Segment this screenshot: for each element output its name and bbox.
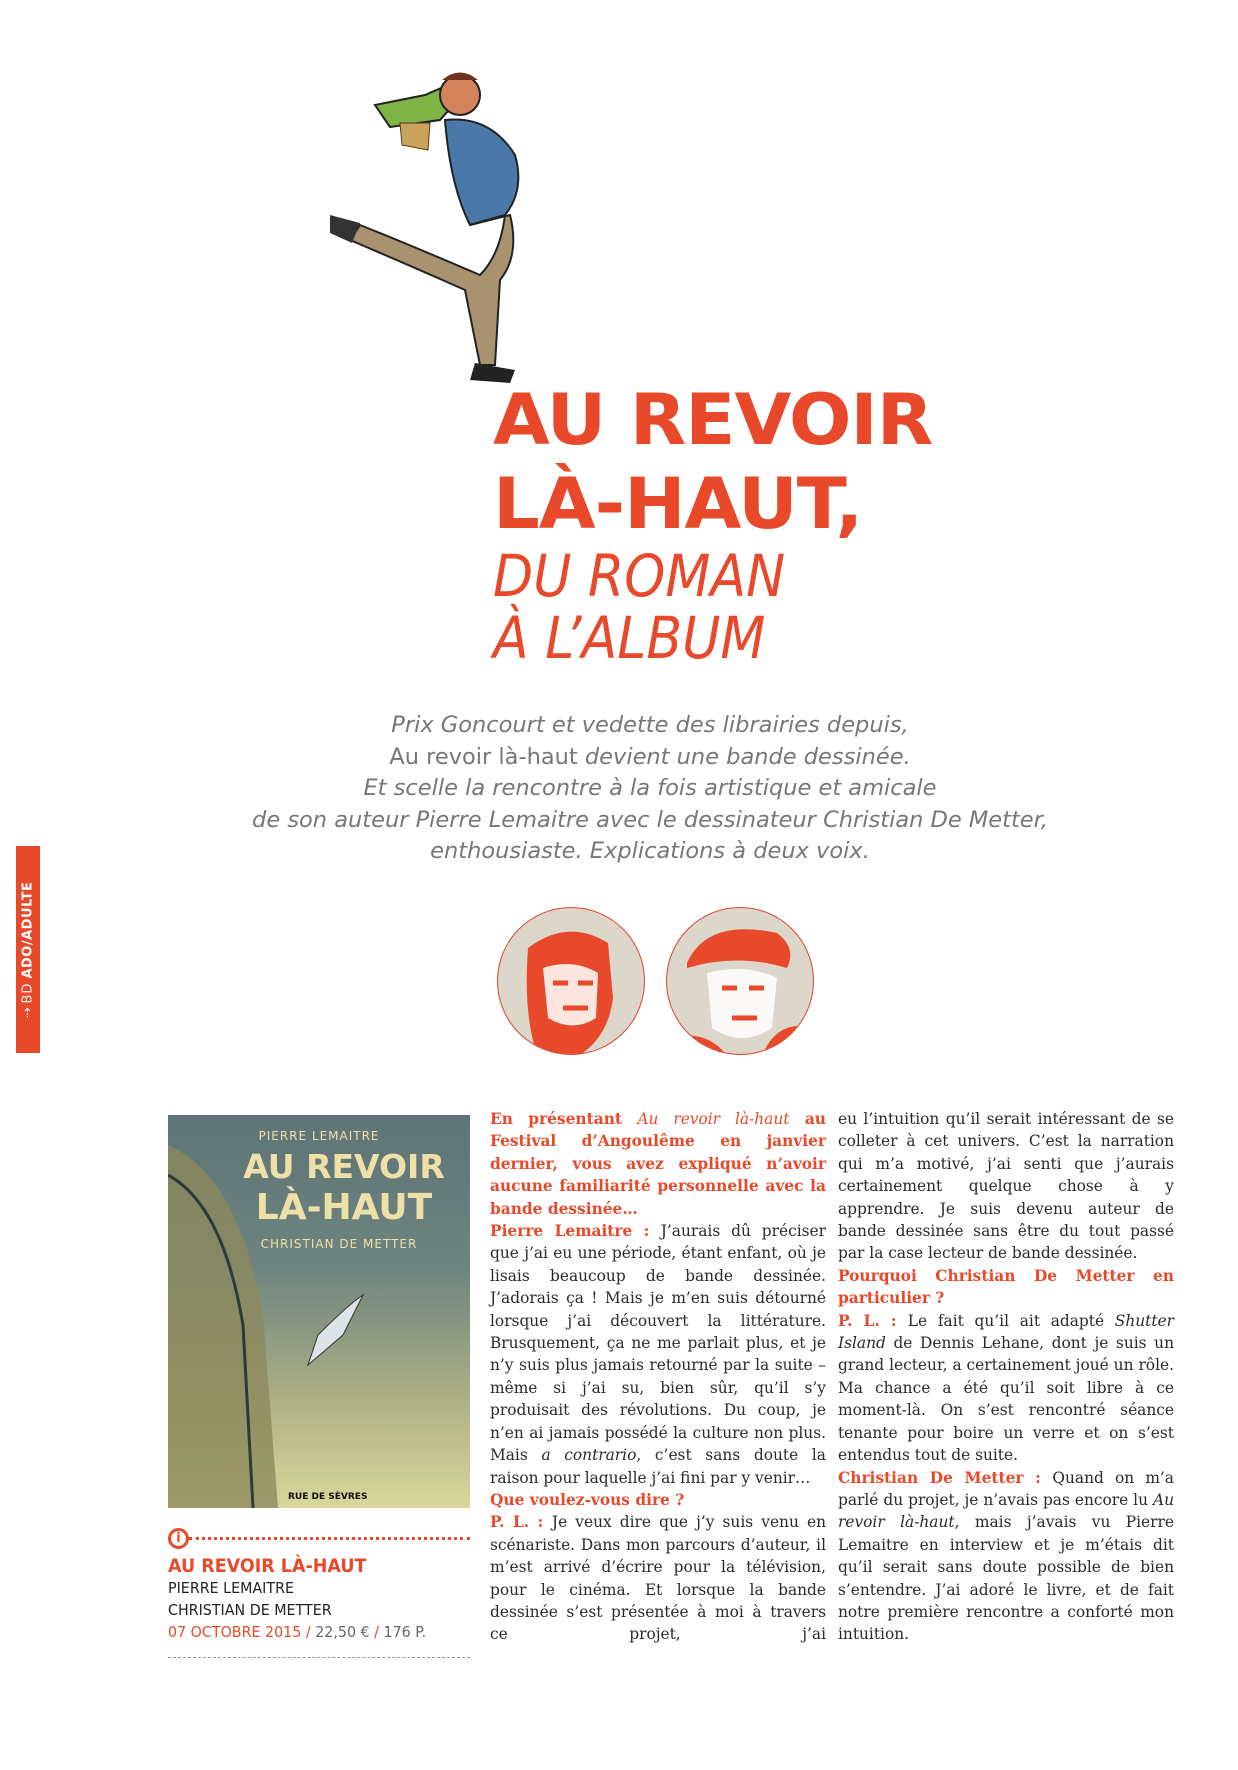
speaker-label: Pierre Lemaitre : bbox=[490, 1222, 661, 1241]
info-icon: i bbox=[168, 1528, 189, 1549]
answer-text: Je veux dire que j’y suis venu en scénariste. Dans mon parcours d’auteur, il m’est arrivé d’écrire pour la télévision, pour le cinéma. Et lorsque la bande dessinée s’est présentée à moi à travers ce projet, j’ai bbox=[490, 1513, 826, 1644]
article-paragraph bbox=[490, 1489, 826, 1511]
info-release-date: 07 OCTOBRE 2015 bbox=[168, 1623, 302, 1641]
answer-text: , mais j’avais vu Pierre Lemaitre en interview et je m’étais dit qu’il serait sans doute possible de bien s’entendre. J’ai adoré le livre, et de fait notre première rencontre a conforté mon intuition. bbox=[838, 1513, 1174, 1644]
intro-line: de son auteur Pierre Lemaitre avec le dessinateur Christian De Metter, bbox=[252, 806, 1048, 833]
article-paragraph bbox=[838, 1108, 1174, 1265]
info-artist: CHRISTIAN DE METTER bbox=[168, 1601, 332, 1619]
answer-text: Au revoir là-haut bbox=[838, 1490, 1174, 1532]
portrait-christian-de-metter bbox=[666, 907, 814, 1055]
interview-question: au Festival d’Angoulême en janvier dernier, vous avez expliqué n’avoir aucune familiarité personnelle avec la bande dessinée… bbox=[490, 1110, 826, 1218]
cover-building-illustration bbox=[168, 1115, 470, 1508]
subheadline-line-1: DU ROMAN bbox=[493, 542, 786, 610]
headline-line-1: AU REVOIR bbox=[493, 379, 933, 461]
cover-author: PIERRE LEMAITRE bbox=[258, 1129, 380, 1143]
answer-text: Quand on m’a parlé du projet, je n’avais pas encore lu bbox=[838, 1468, 1174, 1509]
interview-question: Pourquoi Christian De Metter en particulier ? bbox=[838, 1266, 1174, 1308]
article-paragraph bbox=[490, 1108, 826, 1220]
intro-standfirst bbox=[150, 710, 1150, 868]
book-cover bbox=[168, 1115, 470, 1508]
info-separator: / bbox=[369, 1623, 384, 1641]
cover-title-2: LÀ-HAUT bbox=[255, 1187, 433, 1228]
intro-line: Et scelle la rencontre à la fois artistique et amicale bbox=[363, 775, 937, 801]
masked-dancer-illustration bbox=[330, 65, 640, 395]
article-column-1 bbox=[490, 1108, 826, 1646]
intro-line: enthousiaste. Explications à deux voix. bbox=[430, 838, 870, 864]
interview-question: Au revoir là-haut bbox=[637, 1110, 790, 1128]
section-prefix: BD bbox=[20, 982, 36, 1003]
intro-book-title: Au revoir là-haut bbox=[389, 743, 578, 770]
info-pages: 176 P. bbox=[383, 1623, 427, 1641]
info-divider bbox=[168, 1528, 470, 1549]
speaker-label: Christian De Metter : bbox=[838, 1468, 1053, 1487]
answer-text: de Dennis Lehane, dont je suis un grand lecteur, a certainement joué un rôle. Ma chance a été qu’il soit libre à ce moment-là. On s’est rencontré séance tenante pour boire un verre et on s’est entendus tout de suite. bbox=[838, 1334, 1174, 1465]
answer-text: , c’est sans doute la raison pour laquelle j’ai fini par y venir… bbox=[490, 1446, 826, 1487]
article-paragraph bbox=[838, 1467, 1174, 1646]
article-paragraph bbox=[838, 1265, 1174, 1310]
answer-text: Le fait qu’il ait adapté bbox=[907, 1311, 1115, 1330]
info-separator: / bbox=[301, 1623, 316, 1641]
speaker-label: P. L. : bbox=[838, 1311, 908, 1330]
info-author: PIERRE LEMAITRE bbox=[168, 1579, 295, 1597]
intro-line: Prix Goncourt et vedette des librairies depuis, bbox=[391, 712, 909, 738]
cover-title-1: AU REVOIR bbox=[243, 1147, 445, 1186]
article-paragraph bbox=[490, 1511, 826, 1645]
answer-text: a contrario bbox=[541, 1446, 637, 1465]
article-paragraph bbox=[490, 1220, 826, 1489]
info-price: 22,50 € bbox=[315, 1623, 370, 1641]
answer-text: J’aurais dû préciser que j’ai eu une période, étant enfant, où je lisais beaucoup de bande dessinée. J’adorais ça ! Mais je m’en suis détourné lorsque j’ai découvert la littérature. Brusquement, ça ne me parlait plus, et je n’y suis plus jamais retourné par la suite – même si j’ai su, bien sûr, qu’il s’y produisait des révolutions. Du coup, je n’en ai jamais possédé la culture non plus. Mais bbox=[490, 1222, 826, 1465]
section-tab bbox=[16, 846, 40, 1053]
interview-question: En présentant bbox=[490, 1110, 638, 1128]
info-meta bbox=[168, 1621, 446, 1643]
portrait-pierre-lemaitre bbox=[497, 907, 645, 1055]
interview-question: Que voulez-vous dire ? bbox=[490, 1490, 685, 1509]
headline-line-2: LÀ-HAUT, bbox=[493, 463, 863, 545]
article-paragraph bbox=[838, 1310, 1174, 1467]
book-info-box bbox=[168, 1528, 470, 1658]
cover-artist: CHRISTIAN DE METTER bbox=[260, 1237, 418, 1251]
speaker-label: P. L. : bbox=[490, 1513, 552, 1532]
answer-text: eu l’intuition qu’il serait intéressant de se colleter à cet univers. C’est la narration qui m’a motivé, j’ai senti que j’aurais certainement quelque chose à y apprendre. Je suis devenu auteur de bande dessinée sans être du tout passé par la case lecteur de bande dessinée. bbox=[838, 1110, 1174, 1263]
subheadline-line-2: À L’ALBUM bbox=[493, 604, 766, 672]
section-label: ADO/ADULTE bbox=[20, 881, 36, 979]
intro-text: devient une bande dessinée. bbox=[577, 743, 911, 770]
answer-text: Shutter Island bbox=[838, 1311, 1174, 1353]
arrow-icon: ⇢ bbox=[20, 1006, 36, 1018]
intro-line bbox=[150, 742, 1150, 774]
cover-publisher: RUE DE SÈVRES bbox=[288, 1492, 368, 1502]
info-bottom-rule bbox=[168, 1657, 470, 1658]
article-column-2 bbox=[838, 1108, 1174, 1646]
info-book-title: AU REVOIR LÀ-HAUT bbox=[168, 1555, 367, 1577]
